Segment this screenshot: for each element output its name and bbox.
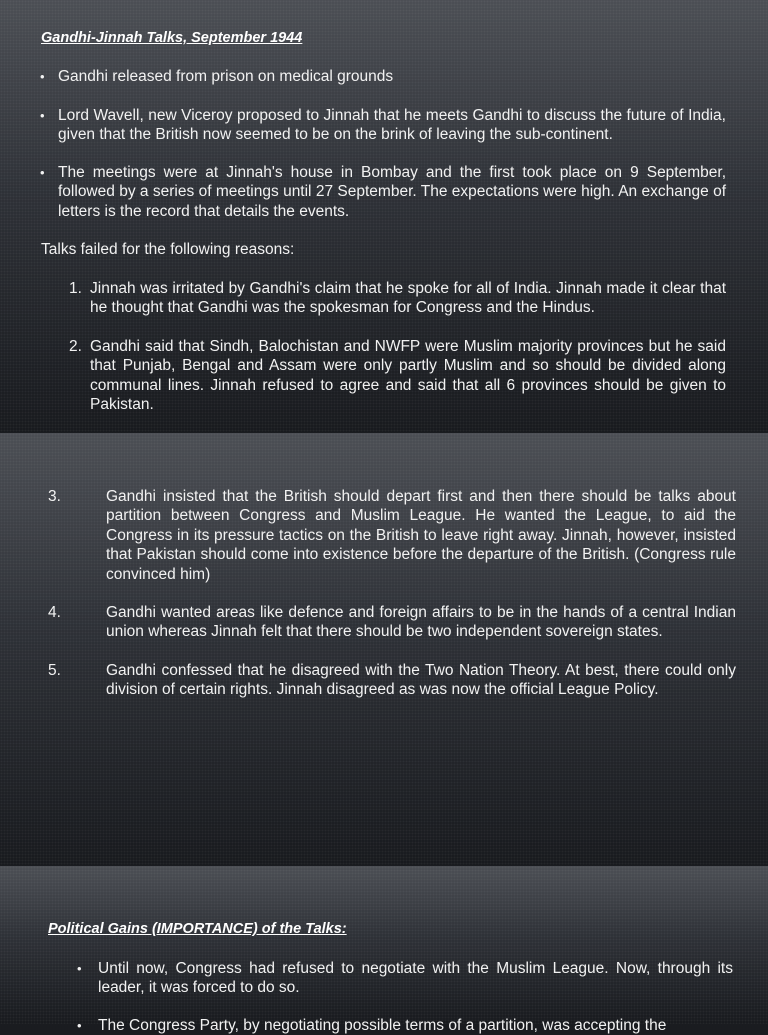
point-number: 5.: [48, 662, 61, 679]
reasons-intro: Talks failed for the following reasons:: [41, 241, 295, 258]
bullet-item: [40, 106, 726, 145]
slide-title: Political Gains (IMPORTANCE) of the Talks:: [48, 921, 347, 937]
bullet-icon: •: [40, 69, 45, 84]
bullet-text: Until now, Congress had refused to negotiate with the Muslim League. Now, through its leader, it was forced to do so.: [98, 960, 733, 997]
reason-text: Gandhi said that Sindh, Balochistan and NWFP were Muslim majority provinces but he said that Punjab, Bengal and Assam were only partly Muslim and so should be divided along communal lines. Jinnah refused to agree and said that all 6 provinces should be given to Pakistan.: [90, 338, 726, 414]
bullet-text: The meetings were at Jinnah's house in Bombay and the first took place on 9 September, followed by a series of meetings until 27 September. The expectations were high. An exchange of letters is the record that details the events.: [58, 164, 726, 220]
bullet-icon: •: [40, 165, 45, 180]
bullet-icon: •: [40, 108, 45, 123]
bullet-item: [77, 1016, 733, 1035]
slide-1: [0, 0, 768, 432]
point-text: Gandhi wanted areas like defence and foreign affairs to be in the hands of a central Indian union whereas Jinnah felt that there should be two independent sovereign states.: [106, 604, 736, 641]
bullet-item: [77, 959, 733, 998]
point-number: 3.: [48, 488, 61, 505]
reason-point: [48, 603, 736, 642]
point-text: Gandhi insisted that the British should depart first and then there should be talks about partition between Congress and Muslim League. He wanted the League, to aid the Congress in its pressure tactics on the British to leave right away. Jinnah, however, insisted that Pakistan should come into existence before the departure of the British. (Congress rule convinced him): [106, 488, 736, 583]
reason-point: [48, 661, 736, 700]
reason-item: [69, 337, 726, 415]
bullet-text: Gandhi released from prison on medical grounds: [58, 68, 394, 85]
reason-point: [48, 487, 736, 584]
reason-number: 2.: [69, 338, 82, 355]
slide-title: Gandhi-Jinnah Talks, September 1944: [41, 30, 303, 46]
bullet-item: [40, 163, 726, 221]
reason-item: [69, 279, 726, 318]
bullet-text: The Congress Party, by negotiating possible terms of a partition, was accepting the: [98, 1017, 667, 1034]
bullet-text: Lord Wavell, new Viceroy proposed to Jinnah that he meets Gandhi to discuss the future of India, given that the British now seemed to be on the brink of leaving the sub-continent.: [58, 107, 726, 144]
slide-2: [0, 433, 768, 865]
bullet-icon: •: [77, 961, 82, 976]
bullet-item: [40, 67, 726, 86]
slide-3: [0, 866, 768, 1034]
reason-number: 1.: [69, 280, 82, 297]
point-text: Gandhi confessed that he disagreed with the Two Nation Theory. At best, there could only division of certain rights. Jinnah disagreed as was now the official League Policy.: [106, 662, 736, 699]
bullet-icon: •: [77, 1018, 82, 1033]
point-number: 4.: [48, 604, 61, 621]
reason-text: Jinnah was irritated by Gandhi's claim that he spoke for all of India. Jinnah made it clear that he thought that Gandhi was the spokesman for Congress and the Hindus.: [90, 280, 726, 317]
